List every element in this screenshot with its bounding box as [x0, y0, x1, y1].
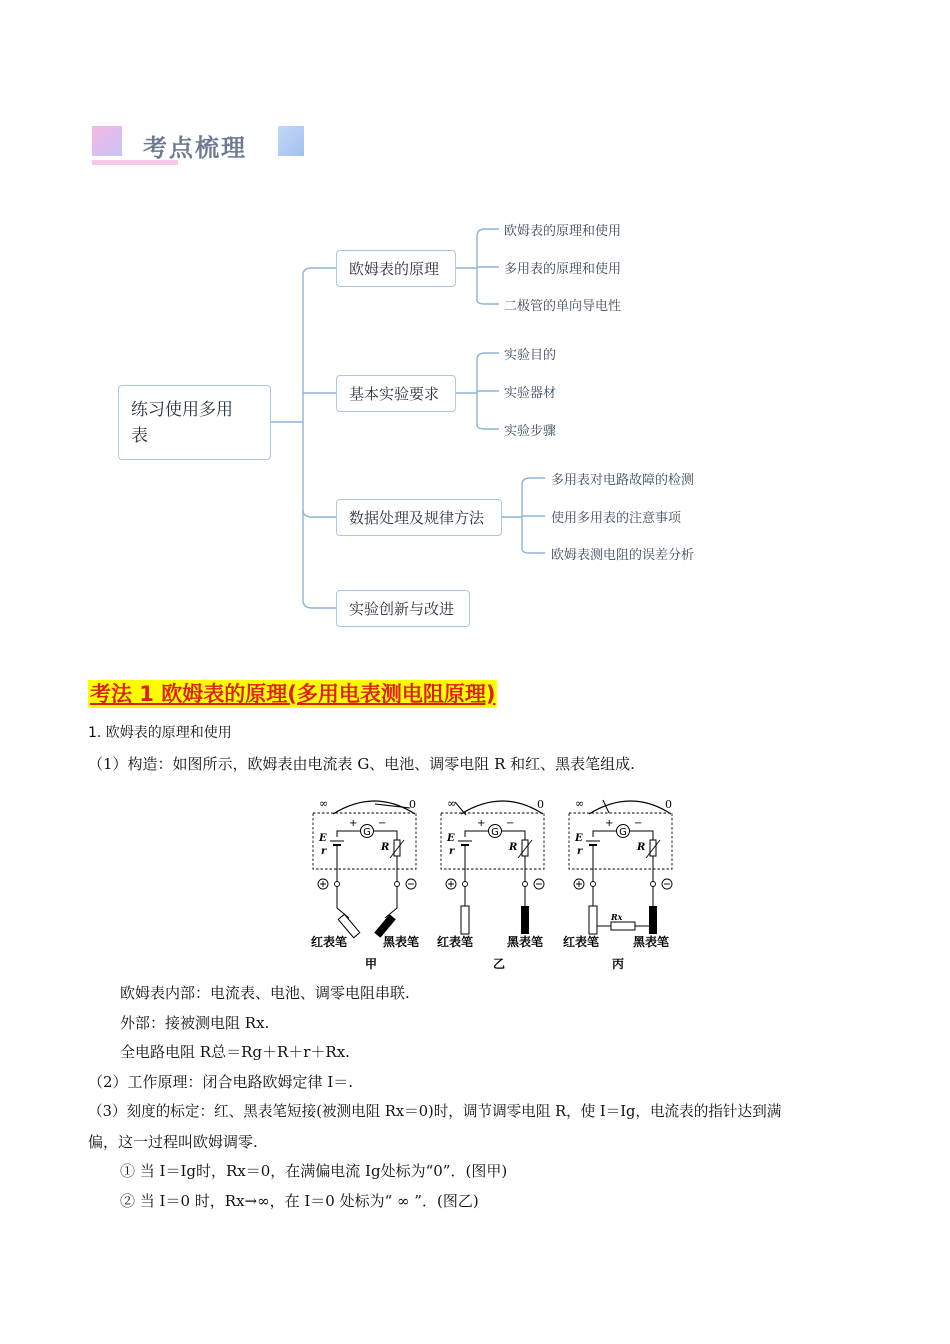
para-calibration-1: （3）刻度的标定：红、黑表笔短接(被测电阻 Rx＝0)时，调节调零电阻 R，使 I＝Ig，电流表的指针达到满 — [88, 1103, 782, 1120]
black-pen-label: 黑表笔 — [633, 935, 670, 949]
panel-caption: 乙 — [493, 957, 506, 971]
inf-label: ∞ — [575, 797, 585, 810]
ohmmeter-figure — [305, 790, 685, 975]
para-inner: 欧姆表内部：电流表、电池、调零电阻串联. — [120, 984, 410, 1002]
mindmap-leaf: 使用多用表的注意事项 — [551, 511, 682, 526]
red-pen-label: 红表笔 — [437, 935, 474, 949]
plus-label: + — [349, 818, 358, 829]
para-calibration-2: 偏，这一过程叫欧姆调零. — [88, 1133, 258, 1151]
section-heading: 考法 1 欧姆表的原理(多用电表测电阻原理) — [90, 682, 496, 706]
R-label: R — [381, 842, 390, 853]
r-label: r — [577, 846, 583, 857]
mindmap-branch-ohmmeter: 欧姆表的原理 — [336, 250, 456, 287]
mindmap-leaf: 欧姆表的原理和使用 — [504, 224, 622, 239]
mindmap-branch-basic: 基本实验要求 — [336, 375, 456, 412]
inf-label: ∞ — [319, 797, 329, 810]
mindmap-leaf: 二极管的单向导电性 — [504, 299, 622, 314]
para-case-1: ① 当 I＝Ig时，Rx＝0，在满偏电流 Ig处标为“0”．(图甲) — [120, 1162, 508, 1180]
black-pen-label: 黑表笔 — [507, 935, 544, 949]
minus-label: − — [506, 818, 515, 829]
R-label: R — [637, 842, 646, 853]
zero-label: 0 — [665, 798, 672, 811]
r-label: r — [449, 846, 455, 857]
para-case-2: ② 当 I＝0 时，Rx→∞，在 I＝0 处标为“ ∞ ”．(图乙) — [120, 1192, 479, 1210]
mindmap-branch-innovation: 实验创新与改进 — [336, 590, 470, 627]
para-outer: 外部：接被测电阻 Rx. — [120, 1014, 270, 1032]
red-pen-label: 红表笔 — [563, 935, 600, 949]
emf-label: E — [447, 833, 455, 844]
minus-label: − — [378, 818, 387, 829]
mindmap-root-label: 练习使用多用表 — [131, 399, 233, 446]
item-title: 1. 欧姆表的原理和使用 — [88, 725, 232, 741]
plus-label: + — [605, 818, 614, 829]
mindmap-connectors — [0, 0, 950, 660]
para-working-principle: （2）工作原理：闭合电路欧姆定律 I＝. — [88, 1073, 354, 1091]
mindmap-leaf: 欧姆表测电阻的误差分析 — [551, 548, 695, 563]
mindmap-branch-data: 数据处理及规律方法 — [336, 499, 502, 536]
page-title: 考点梳理 — [143, 134, 247, 162]
red-pen-label: 红表笔 — [311, 935, 348, 949]
inf-label: ∞ — [447, 797, 457, 810]
emf-label: E — [575, 833, 583, 844]
zero-label: 0 — [537, 798, 544, 811]
mindmap-leaf: 多用表对电路故障的检测 — [551, 473, 695, 488]
para-structure: （1）构造：如图所示，欧姆表由电流表 G、电池、调零电阻 R 和红、黑表笔组成. — [88, 755, 635, 773]
mindmap-leaf: 实验器材 — [504, 386, 557, 401]
black-pen-label: 黑表笔 — [383, 935, 420, 949]
panel-caption: 丙 — [612, 957, 625, 971]
r-label: r — [321, 846, 327, 857]
mindmap-leaf: 实验步骤 — [504, 424, 557, 439]
minus-label: − — [634, 818, 643, 829]
R-label: R — [509, 842, 518, 853]
panel-caption: 甲 — [365, 957, 378, 971]
emf-label: E — [319, 833, 327, 844]
mindmap-leaf: 实验目的 — [504, 348, 557, 363]
zero-label: 0 — [409, 798, 416, 811]
plus-label: + — [477, 818, 486, 829]
para-total-resistance: 全电路电阻 R总＝Rg＋R＋r＋Rx. — [120, 1043, 350, 1061]
mindmap-root — [118, 385, 271, 460]
mindmap-leaf: 多用表的原理和使用 — [504, 262, 622, 277]
rx-label: Rx — [611, 912, 623, 922]
